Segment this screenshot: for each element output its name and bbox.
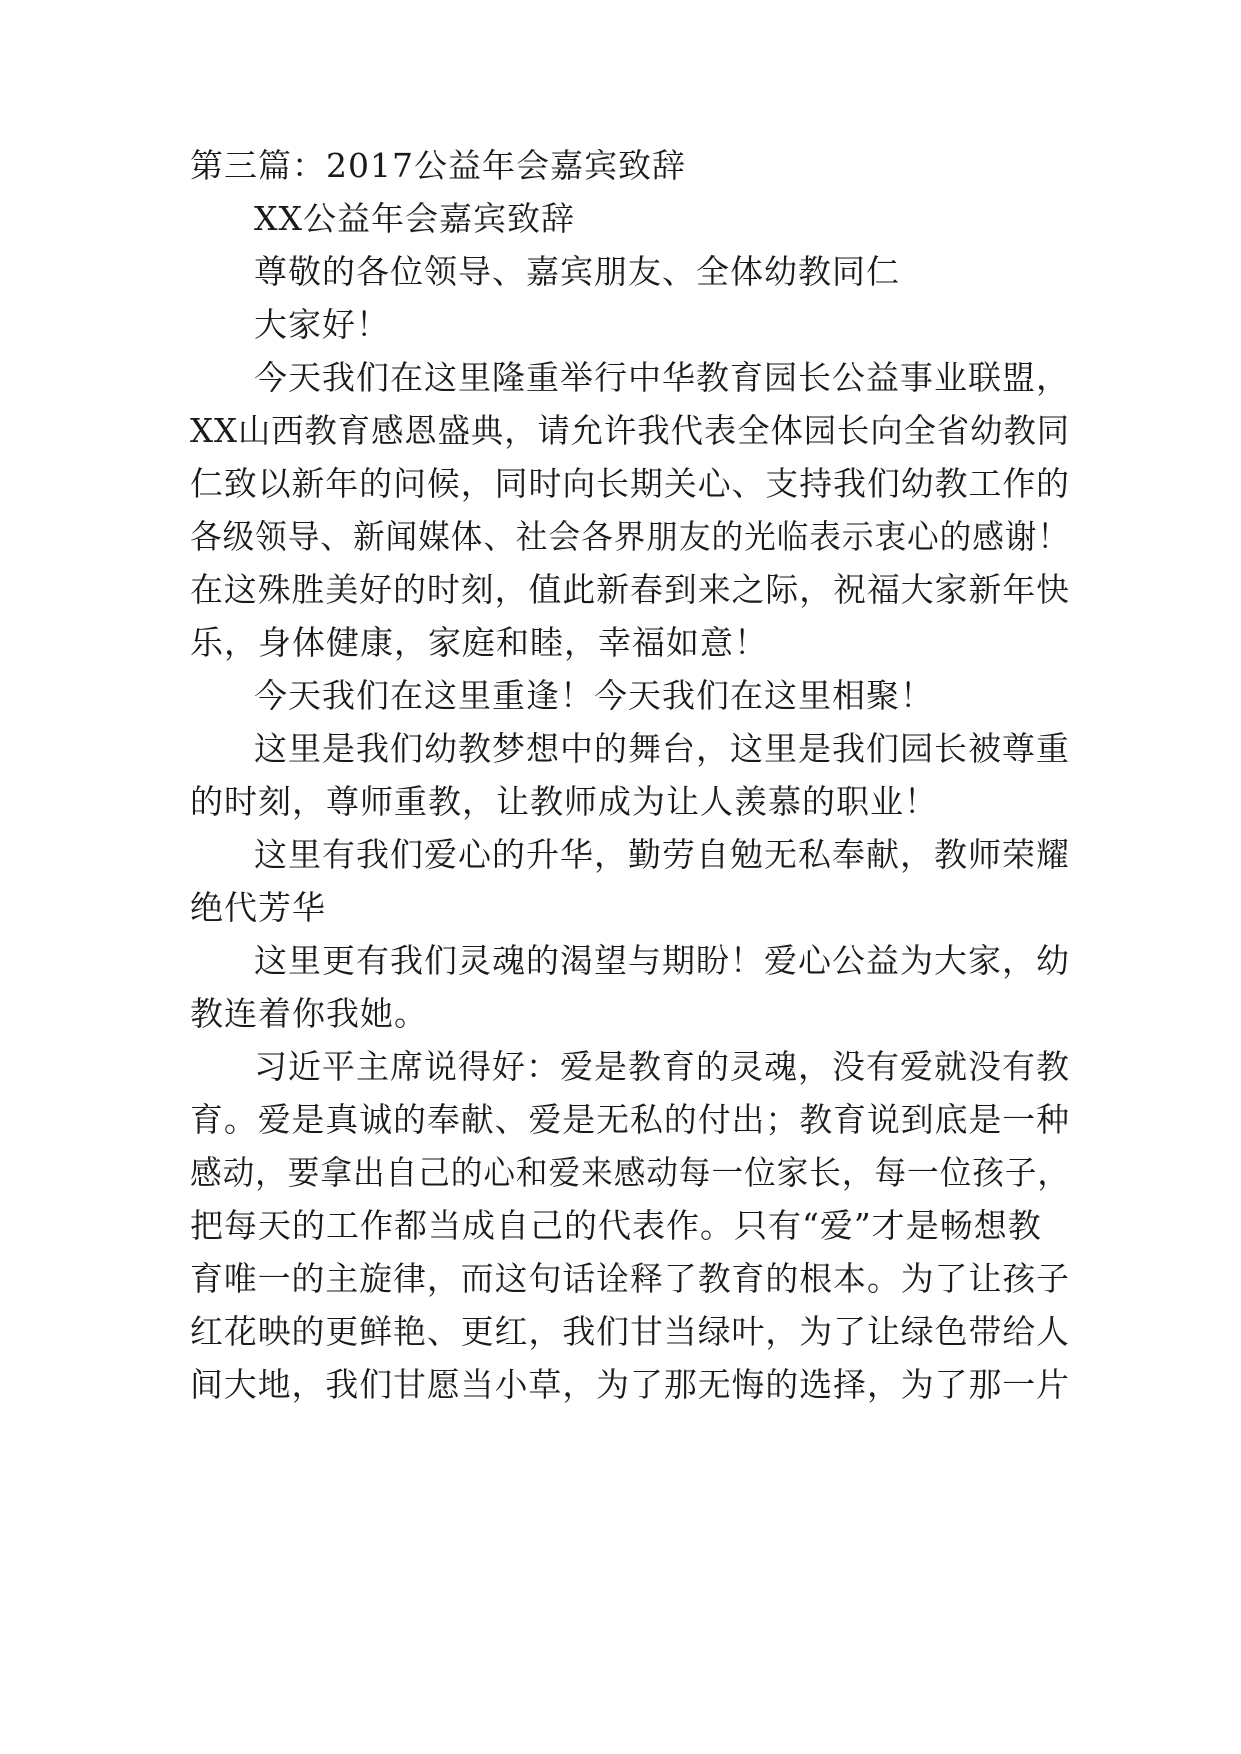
body-line: 感动，要拿出自己的心和爱来感动每一位家长，每一位孩子， (190, 1153, 1070, 1192)
body-line: 教连着你我她。 (190, 994, 428, 1033)
body-line: 育。爱是真诚的奉献、爱是无私的付出；教育说到底是一种 (190, 1100, 1071, 1139)
body-line: 习近平主席说得好：爱是教育的灵魂，没有爱就没有教 (254, 1047, 1070, 1086)
body-line: 这里更有我们灵魂的渴望与期盼！爱心公益为大家，幼 (254, 941, 1070, 980)
body-line: 这里是我们幼教梦想中的舞台，这里是我们园长被尊重 (254, 729, 1070, 768)
body-line: 各级领导、新闻媒体、社会各界朋友的光临表示衷心的感谢！ (190, 517, 1070, 556)
body-line: 仁致以新年的问候，同时向长期关心、支持我们幼教工作的 (190, 464, 1071, 503)
body-line: 把每天的工作都当成自己的代表作。只有“爱”才是畅想教 (190, 1206, 1042, 1245)
body-line: 的时刻，尊师重教，让教师成为让人羡慕的职业！ (190, 782, 938, 821)
body-line: 绝代芳华 (190, 888, 326, 927)
body-line: 育唯一的主旋律，而这句话诠释了教育的根本。为了让孩子 (190, 1259, 1071, 1298)
body-line: 红花映的更鲜艳、更红，我们甘当绿叶，为了让绿色带给人 (190, 1312, 1071, 1351)
document-title: XX公益年会嘉宾致辞 (254, 199, 575, 238)
salutation: 尊敬的各位领导、嘉宾朋友、全体幼教同仁 (254, 252, 900, 291)
body-line: 在这殊胜美好的时刻，值此新春到来之际，祝福大家新年快 (190, 570, 1071, 609)
body-line: 这里有我们爱心的升华，勤劳自勉无私奉献，教师荣耀 (254, 835, 1070, 874)
body-line: 今天我们在这里重逢！今天我们在这里相聚！ (254, 676, 934, 715)
body-line: XX山西教育感恩盛典，请允许我代表全体园长向全省幼教同 (190, 411, 1071, 450)
section-heading: 第三篇：2017公益年会嘉宾致辞 (190, 146, 686, 185)
body-line: 间大地，我们甘愿当小草，为了那无悔的选择，为了那一片 (190, 1365, 1071, 1404)
greeting: 大家好！ (254, 305, 390, 344)
body-line: 乐，身体健康，家庭和睦，幸福如意！ (190, 623, 768, 662)
body-line: 今天我们在这里隆重举行中华教育园长公益事业联盟， (254, 358, 1070, 397)
